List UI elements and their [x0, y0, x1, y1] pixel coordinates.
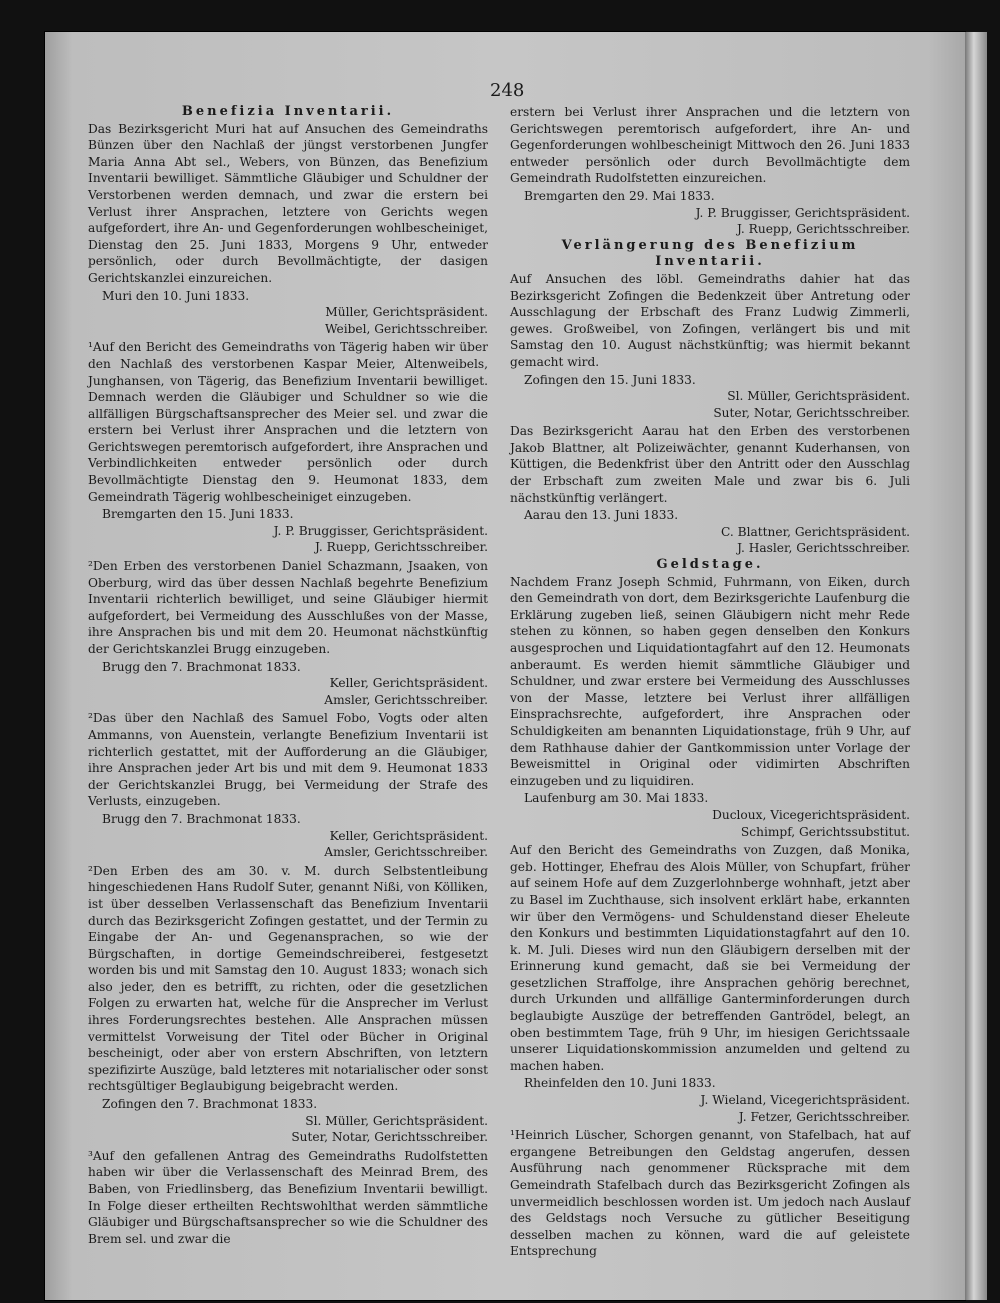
notice-paragraph: Das Bezirksgericht Aarau hat den Erben des verstorbenen Jakob Blattner, alt Polizeiwächter, genannt Kuderhansen, von Küttigen, die Bedenkfrist über den Antritt oder den Ausschlag der Erbschaft zum zweiten Male und zwar bis 6. Juli nächstkünftig verlängert. — [510, 424, 910, 505]
notice-signature: J. Ruepp, Gerichtsschreiber. — [736, 222, 910, 237]
notice-signature: Müller, Gerichtspräsident. — [325, 305, 488, 320]
notice-paragraph: Nachdem Franz Joseph Schmid, Fuhrmann, von Eiken, durch den Gemeindrath von dort, dem Bezirksgerichte Laufenburg die Erklärung zugeben ließ, seinen Gläubigern nicht mehr Rede stehen zu können, so haben gegen denselben den Konkurs ausgesprochen und Liquidationtagfahrt auf den 12. Heumonats anberaumt. Es werden hiemit sämmtliche Gläubiger und Schuldner, und zwar erstere bei Vermeidung des Ausschlusses von der Masse, letztere bei Verlust ihrer allfälligen Einsprachsrechte, aufgefordert, ihre Ansprachen oder Schuldigkeiten am benannten Liquidationstage, früh 9 Uhr, auf dem Rathhause dahier der Gantkommission unter Vorlage der Beweismittel in Original oder vidimirten Abschriften einzugeben und zu liquidiren. — [510, 574, 910, 788]
notice-date: Zofingen den 7. Brachmonat 1833. — [102, 1097, 318, 1112]
notice-paragraph: ²Den Erben des verstorbenen Daniel Schazmann, Jsaaken, von Oberburg, wird das über dessen Nachlaß begehrte Benefizium Inventarii richterlich bewilliget, und seine Gläubiger hiermit aufgefordert, bei Vermeidung des Ausschlußes von der Masse, ihre Ansprachen bis und mit dem 20. Heumonat nächstkünftig der Gerichtskanzlei Brugg einzugeben. — [88, 559, 488, 656]
notice-paragraph: ¹Heinrich Lüscher, Schorgen genannt, von Stafelbach, hat auf ergangene Betreibungen den Geldstag angerufen, dessen Ausführung nach genommener Rücksprache mit dem Gemeindrath Stafelbach durch das Bezirksgericht Zofingen als unvermeidlich beschlossen worden ist. Um jedoch nach Auslauf des Geldstags noch Versuche zu gütlicher Beseitigung desselben machen zu können, ward die auf geleistete Entsprechung — [510, 1128, 910, 1259]
notice-signature: Sl. Müller, Gerichtspräsident. — [305, 1113, 488, 1128]
notice-signature: J. P. Bruggisser, Gerichtspräsident. — [273, 523, 488, 538]
notice-date: Brugg den 7. Brachmonat 1833. — [102, 811, 301, 826]
notice-signature: Keller, Gerichtspräsident. — [329, 676, 488, 691]
notice-date: Muri den 10. Juni 1833. — [102, 288, 250, 303]
notice-signature: J. P. Bruggisser, Gerichtspräsident. — [695, 205, 910, 220]
notice-paragraph: ²Den Erben des am 30. v. M. durch Selbstentleibung hingeschiedenen Hans Rudolf Suter, genannt Nißi, von Kölliken, ist über desselben Verlassenschaft das Benefizium Inventarii durch das Bezirksgericht Zofingen gestattet, und der Termin zu Eingabe der An- und Gegenansprachen, so wie der Bürgschaften, in dortige Gemeindschreiberei, festgesetzt worden bis und mit Samstag den 10. August 1833; wonach sich also jeder, den es betrifft, zu richten, oder die gesetzlichen Folgen zu erwarten hat, welche für die Ansprecher im Verlust ihres Forderungsrechtes bestehen. Alle Ansprachen müssen vermittelst Vorweisung der Titel oder Bücher in Original bescheinigt, oder aber von erstern Abschriften, von letztern spezifizirte Auszüge, bald letzteres mit notarialischer oder sonst rechtsgültiger Beglaubigung beigebracht werden. — [88, 863, 488, 1094]
right-column — [510, 104, 910, 1260]
notice-paragraph: ³Auf den gefallenen Antrag des Gemeindraths Rudolfstetten haben wir über die Verlassenschaft des Meinrad Brem, des Baben, von Friedlinsberg, das Benefizium Inventarii bewilligt. In Folge dieser ertheilten Rechtswohlthat werden sämmtliche Gläubiger und Bürgschaftsansprecher so wie die Schuldner des Brem sel. und zwar die — [88, 1148, 488, 1246]
notice-paragraph: ¹Auf den Bericht des Gemeindraths von Tägerig haben wir über den Nachlaß des verstorbenen Kaspar Meier, Altenweibels, Junghansen, von Tägerig, das Benefizium Inventarii bewilliget. Demnach werden die Gläubiger und Schuldner so wie die allfälligen Bürgschaftsansprecher des Meier sel. und zwar die erstern bei Verlust ihrer Ansprachen und die letztern von Gerichtswegen peremtorisch aufgefordert, ihre Ansprachen und Verbindlichkeiten entweder persönlich oder durch Bevollmächtigte Dienstag den 9. Heumonat 1833, dem Gemeindrath Tägerig wohlbescheiniget einzugeben. — [88, 340, 488, 504]
notice-signature: Schimpf, Gerichtssubstitut. — [740, 824, 910, 839]
notice-signature: Keller, Gerichtspräsident. — [329, 828, 488, 843]
notice-date: Brugg den 7. Brachmonat 1833. — [102, 659, 301, 674]
notice-signature: Suter, Notar, Gerichtsschreiber. — [713, 405, 910, 420]
section-heading-verlaengerung: Verlängerung des Benefizium Inventarii. — [561, 237, 859, 270]
page-number: 248 — [490, 80, 525, 101]
notice-signature: Weibel, Gerichtsschreiber. — [324, 321, 488, 336]
notice-signature: J. Wieland, Vicegerichtspräsident. — [700, 1093, 910, 1108]
notice-paragraph: ²Das über den Nachlaß des Samuel Fobo, Vogts oder alten Ammanns, von Auenstein, verlangte Benefizium Inventarii ist richterlich gestattet, mit der Aufforderung an die Gläubiger, ihre Ansprachen jeder Art bis und mit dem 9. Heumonat 1833 der Gerichtskanzlei Brugg, bei Vermeidung der Strafe des Verlusts, einzugeben. — [88, 711, 488, 809]
notice-paragraph: erstern bei Verlust ihrer Ansprachen und die letztern von Gerichtswegen peremtorisch aufgefordert, ihre An- und Gegenforderungen wohlbescheinigt Mittwoch den 26. Juni 1833 entweder persönlich oder durch Bevollmächtigte dem Gemeindrath Rudolfstetten einzureichen. — [510, 105, 910, 186]
notice-paragraph: Auf den Bericht des Gemeindraths von Zuzgen, daß Monika, geb. Hottinger, Ehefrau des Alois Müller, von Schupfart, früher auf seinem Hofe auf dem Zuzgerlohnberge wohnhaft, jetzt aber zu Basel im Zuchthause, sich insolvent erklärt habe, erkannten wir über den Vermögens- und Schuldenstand dieser Eheleute den Konkurs und bestimmten Liquidationstagfahrt auf den 10. k. M. Juli. Dieses wird nun den Gläubigern derselben mit der Erinnerung kund gemacht, daß sie bei Vermeidung der gesetzlichen Straffolge, ihre Ansprachen gehörig berechnet, durch Urkunden und allfällige Ganterminforderungen durch beglaubigte Auszüge der betreffenden Gantrödel, belegt, an oben bestimmtem Tage, früh 9 Uhr, im hiesigen Gerichtssaale unserer Liquidationskommission anzumelden und geltend zu machen haben. — [510, 843, 910, 1073]
notice-date: Zofingen den 15. Juni 1833. — [524, 372, 696, 387]
notice-paragraph: Auf Ansuchen des löbl. Gemeindraths dahier hat das Bezirksgericht Zofingen die Bedenkzeit über Antretung oder Ausschlagung der Erbschaft des Franz Ludwig Zimmerli, gewes. Großweibel, von Zofingen, verlängert bis und mit Samstag den 10. August nächstkünftig; was hiermit bekannt gemacht wird. — [510, 271, 910, 369]
notice-signature: J. Ruepp, Gerichtsschreiber. — [314, 540, 488, 555]
page-gutter — [965, 32, 987, 1300]
notice-signature: Suter, Notar, Gerichtsschreiber. — [291, 1130, 488, 1145]
notice-signature: Ducloux, Vicegerichtspräsident. — [712, 807, 910, 822]
section-heading-geldstage: Geldstage. — [656, 557, 764, 573]
notice-date: Bremgarten den 15. Juni 1833. — [102, 507, 294, 522]
notice-signature: J. Fetzer, Gerichtsschreiber. — [738, 1109, 910, 1124]
notice-date: Aarau den 13. Juni 1833. — [524, 508, 679, 523]
notice-signature: C. Blattner, Gerichtspräsident. — [720, 524, 910, 539]
section-heading-benefizia: Benefizia Inventarii. — [181, 104, 395, 119]
notice-paragraph: Das Bezirksgericht Muri hat auf Ansuchen des Gemeindraths Bünzen über den Nachlaß der jüngst verstorbenen Jungfer Maria Anna Abt sel., Webers, von Bünzen, das Benefizium Inventarii bewilliget. Sämmtliche Gläubiger und Schuldner der Verstorbenen werden demnach, und zwar die erstern bei Verlust ihrer Ansprachen, letztere von Gerichts wegen aufgefordert, ihre An- und Gegenforderungen wohlbescheiniget, Dienstag den 25. Juni 1833, Morgens 9 Uhr, entweder persönlich, oder durch Bevollmächtigte, der dasigen Gerichtskanzlei einzureichen. — [88, 121, 488, 285]
left-column — [88, 104, 488, 1247]
notice-signature: Sl. Müller, Gerichtspräsident. — [727, 389, 910, 404]
notice-signature: J. Hasler, Gerichtsschreiber. — [737, 541, 910, 556]
notice-signature: Amsler, Gerichtsschreiber. — [324, 692, 488, 707]
notice-date: Rheinfelden den 10. Juni 1833. — [524, 1076, 716, 1091]
notice-signature: Amsler, Gerichtsschreiber. — [324, 845, 488, 860]
notice-date: Laufenburg am 30. Mai 1833. — [524, 791, 709, 806]
notice-date: Bremgarten den 29. Mai 1833. — [524, 188, 715, 203]
